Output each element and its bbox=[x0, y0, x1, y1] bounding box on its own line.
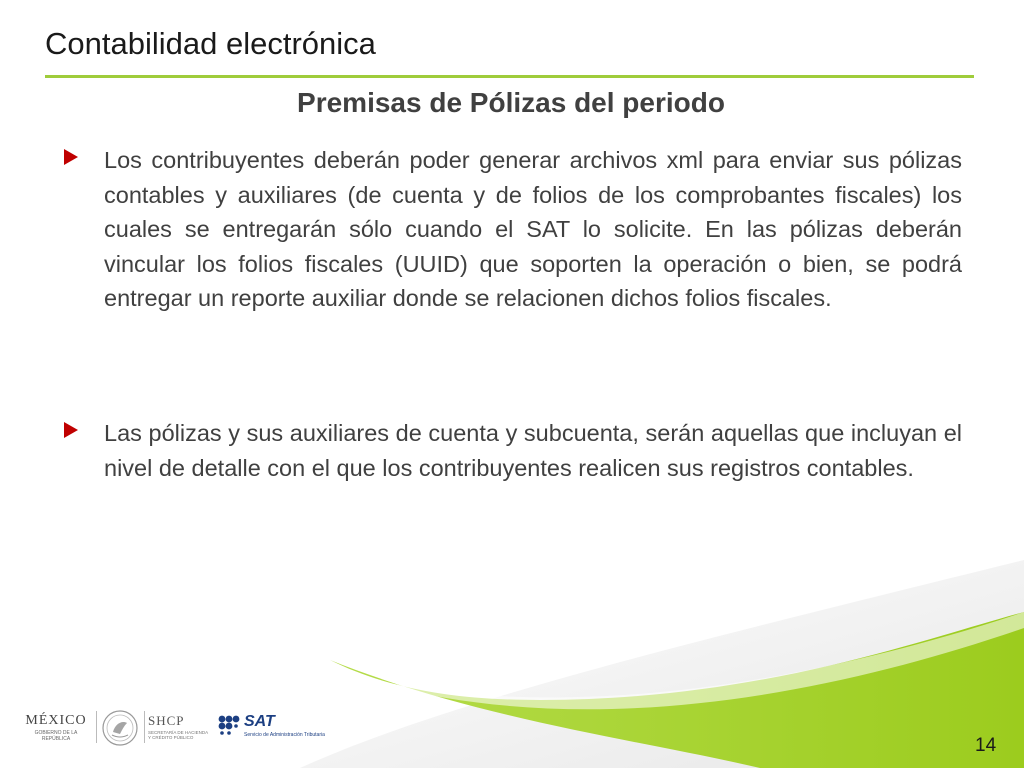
right-triangle-icon bbox=[64, 422, 78, 438]
bullet-text: Las pólizas y sus auxiliares de cuenta y subcuenta, serán aquellas que incluyan el nivel de detalle con el que los contribuyentes realicen sus registros contables. bbox=[104, 420, 962, 481]
footer-logos bbox=[20, 703, 360, 753]
slide-title: Contabilidad electrónica bbox=[45, 26, 376, 61]
sat-dots-icon bbox=[218, 715, 240, 735]
subtitle-text: Premisas de Pólizas del periodo bbox=[297, 87, 725, 118]
sat-logo-subtext: Servicio de Administración Tributaria bbox=[244, 732, 325, 738]
slide-subtitle bbox=[0, 87, 1024, 119]
mexico-logo bbox=[20, 713, 92, 742]
title-divider bbox=[45, 75, 974, 78]
shcp-logo bbox=[148, 713, 208, 740]
logo-separator bbox=[144, 711, 145, 743]
sat-logo-text: SAT bbox=[244, 713, 275, 730]
coat-of-arms-icon bbox=[100, 708, 140, 748]
shcp-logo-text: SHCP bbox=[148, 713, 185, 728]
page-number: 14 bbox=[975, 735, 997, 756]
mexico-logo-text: MÉXICO bbox=[25, 713, 87, 728]
right-triangle-icon bbox=[64, 149, 78, 165]
shcp-logo-subtext: SECRETARÍA DE HACIENDA Y CRÉDITO PÚBLICO bbox=[148, 730, 208, 740]
bullet-text: Los contribuyentes deberán poder generar archivos xml para enviar sus pólizas contables y auxiliares (de cuenta y de folios de los comprobantes fiscales) los cuales se entregarán sólo cuando el SAT lo solicite. En las pólizas deberán vincular los folios fiscales (UUID) que soporten la operación o bien, se podrá entregar un reporte auxiliar donde se relacionen dichos folios fiscales. bbox=[104, 147, 962, 311]
mexico-logo-subtext: GOBIERNO DE LA REPÚBLICA bbox=[34, 730, 78, 742]
logo-separator bbox=[96, 711, 97, 743]
